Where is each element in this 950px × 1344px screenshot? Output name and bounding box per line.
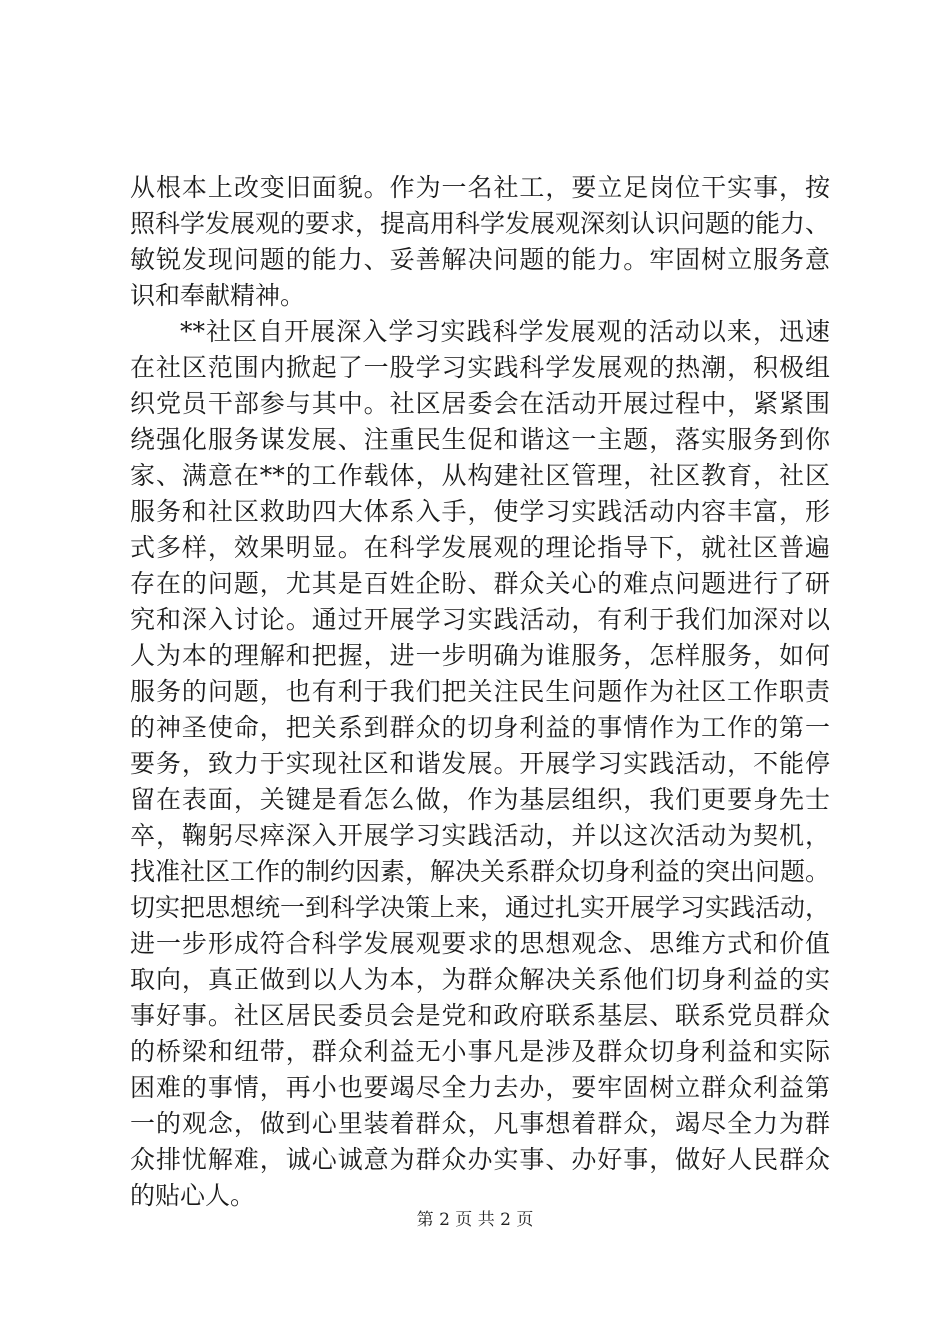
paragraph-line: 困难的事情，再小也要竭尽全力去办，要牢固树立群众利益第 [130, 1073, 830, 1102]
paragraph-line: 从根本上改变旧面貌。作为一名社工，要立足岗位干实事，按 [130, 173, 830, 202]
paragraph-line: 取向，真正做到以人为本，为群众解决关系他们切身利益的实 [130, 965, 830, 994]
paragraph-line: 进一步形成符合科学发展观要求的思想观念、思维方式和价值 [130, 929, 830, 958]
paragraph-line: 的神圣使命，把关系到群众的切身利益的事情作为工作的第一 [130, 713, 830, 742]
page-footer: 第 2 页 共 2 页 [416, 1210, 534, 1230]
paragraph-line: 存在的问题，尤其是百姓企盼、群众关心的难点问题进行了研 [130, 569, 830, 598]
paragraph-line: 式多样，效果明显。在科学发展观的理论指导下，就社区普遍 [130, 533, 830, 562]
paragraph-line: 的桥梁和纽带，群众利益无小事凡是涉及群众切身利益和实际 [130, 1037, 830, 1066]
paragraph-line: 识和奉献精神。 [130, 281, 306, 310]
paragraph-line: 留在表面，关键是看怎么做，作为基层组织，我们更要身先士 [130, 785, 830, 814]
paragraph-line: **社区自开展深入学习实践科学发展观的活动以来，迅速 [180, 317, 830, 346]
paragraph-line: 事好事。社区居民委员会是党和政府联系基层、联系党员群众 [130, 1001, 830, 1030]
paragraph-line: 绕强化服务谋发展、注重民生促和谐这一主题，落实服务到你 [130, 425, 830, 454]
paragraph-line: 服务的问题，也有利于我们把关注民生问题作为社区工作职责 [130, 677, 830, 706]
paragraph-line: 敏锐发现问题的能力、妥善解决问题的能力。牢固树立服务意 [130, 245, 830, 274]
paragraph-line: 照科学发展观的要求，提高用科学发展观深刻认识问题的能力、 [130, 209, 831, 238]
paragraph-line: 一的观念，做到心里装着群众，凡事想着群众，竭尽全力为群 [130, 1109, 830, 1138]
paragraph-line: 究和深入讨论。通过开展学习实践活动，有利于我们加深对以 [130, 605, 830, 634]
paragraph-line: 切实把思想统一到科学决策上来，通过扎实开展学习实践活动， [130, 893, 831, 922]
paragraph-line: 的贴心人。 [130, 1181, 256, 1210]
paragraph-line: 在社区范围内掀起了一股学习实践科学发展观的热潮，积极组 [130, 353, 830, 382]
paragraph-line: 服务和社区救助四大体系入手，使学习实践活动内容丰富，形 [130, 497, 830, 526]
paragraph-line: 众排忧解难，诚心诚意为群众办实事、办好事，做好人民群众 [130, 1145, 830, 1174]
paragraph-line: 家、满意在**的工作载体，从构建社区管理，社区教育，社区 [130, 461, 830, 490]
paragraph-line: 找准社区工作的制约因素，解决关系群众切身利益的突出问题。 [130, 857, 831, 886]
paragraph-line: 要务，致力于实现社区和谐发展。开展学习实践活动，不能停 [130, 749, 830, 778]
paragraph-line: 织党员干部参与其中。社区居委会在活动开展过程中，紧紧围 [130, 389, 830, 418]
paragraph-line: 人为本的理解和把握，进一步明确为谁服务，怎样服务，如何 [130, 641, 830, 670]
paragraph-line: 卒，鞠躬尽瘁深入开展学习实践活动，并以这次活动为契机， [130, 821, 830, 850]
